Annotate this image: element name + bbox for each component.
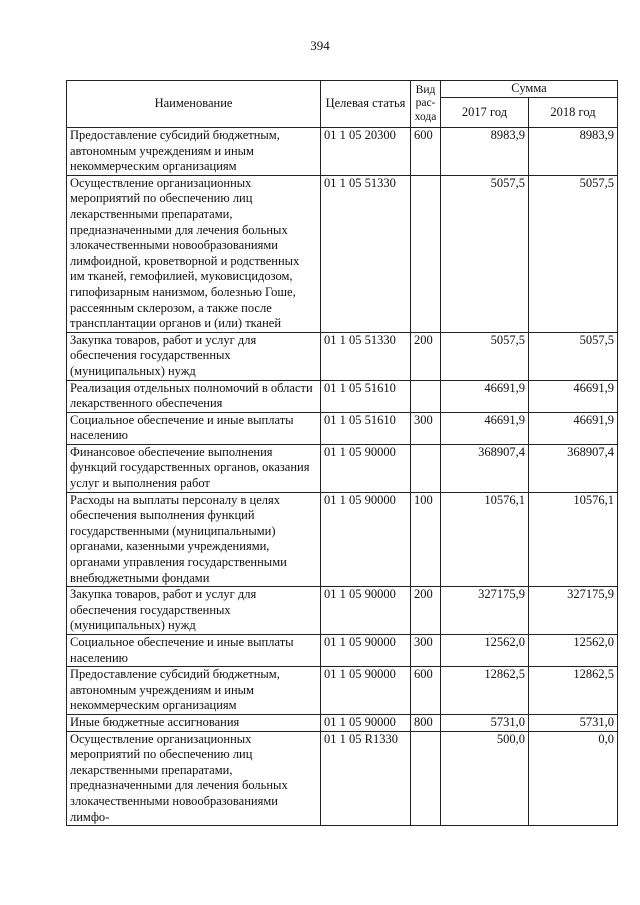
- header-sum: Сумма: [441, 81, 618, 98]
- row-code: 01 1 05 R1330: [321, 731, 411, 826]
- row-sum-2017: 5057,5: [441, 332, 529, 380]
- row-kind: [411, 380, 441, 412]
- header-code: Целевая статья: [321, 81, 411, 128]
- table-row: [67, 175, 618, 332]
- row-code: 01 1 05 51610: [321, 412, 411, 444]
- table-row: [67, 128, 618, 176]
- row-kind: [411, 175, 441, 332]
- row-name: Финансовое обеспечение выполнения функций государственных органов, оказания услуг и выполнения работ: [67, 444, 321, 492]
- row-code: 01 1 05 20300: [321, 128, 411, 176]
- row-kind: [411, 731, 441, 826]
- table-row: [67, 492, 618, 587]
- row-code: 01 1 05 90000: [321, 667, 411, 715]
- table-row: [67, 714, 618, 731]
- row-name: Социальное обеспечение и иные выплаты населению: [67, 412, 321, 444]
- row-sum-2017: 368907,4: [441, 444, 529, 492]
- row-code: 01 1 05 51330: [321, 175, 411, 332]
- header-name: Наименование: [67, 81, 321, 128]
- row-sum-2017: 46691,9: [441, 412, 529, 444]
- row-kind: 200: [411, 332, 441, 380]
- table-row: [67, 587, 618, 635]
- row-name: Расходы на выплаты персоналу в целях обеспечения выполнения функций государственными (муниципальными) органами, казенными учреждениями, органами управления государственными внебюджетными фондами: [67, 492, 321, 587]
- row-sum-2018: 5057,5: [529, 175, 618, 332]
- row-sum-2017: 327175,9: [441, 587, 529, 635]
- row-kind: 600: [411, 667, 441, 715]
- table-row: [67, 412, 618, 444]
- row-sum-2017: 8983,9: [441, 128, 529, 176]
- row-name: Осуществление организационных мероприятий по обеспечению лиц лекарственными препаратами, предназначенными для лечения больных злокачественными новообразованиями лимфоидной, кроветворной и родственных им тканей, гемофилией, муковисцидозом, гипофизарным нанизмом, болезнью Гоше, рассеянным склерозом, а также после трансплантации органов и (или) тканей: [67, 175, 321, 332]
- row-kind: 100: [411, 492, 441, 587]
- table-row: [67, 332, 618, 380]
- row-sum-2018: 327175,9: [529, 587, 618, 635]
- table-row: [67, 444, 618, 492]
- row-sum-2018: 46691,9: [529, 412, 618, 444]
- row-sum-2018: 5731,0: [529, 714, 618, 731]
- row-code: 01 1 05 90000: [321, 444, 411, 492]
- row-name: Закупка товаров, работ и услуг для обеспечения государственных (муниципальных) нужд: [67, 587, 321, 635]
- row-sum-2017: 5731,0: [441, 714, 529, 731]
- row-sum-2018: 0,0: [529, 731, 618, 826]
- row-code: 01 1 05 90000: [321, 635, 411, 667]
- row-code: 01 1 05 51330: [321, 332, 411, 380]
- header-year-2018: 2018 год: [529, 98, 618, 128]
- table-row: [67, 731, 618, 826]
- row-sum-2018: 12562,0: [529, 635, 618, 667]
- row-kind: 300: [411, 412, 441, 444]
- row-sum-2017: 12862,5: [441, 667, 529, 715]
- row-kind: 800: [411, 714, 441, 731]
- row-name: Закупка товаров, работ и услуг для обеспечения государственных (муниципальных) нужд: [67, 332, 321, 380]
- row-code: 01 1 05 90000: [321, 587, 411, 635]
- row-sum-2017: 500,0: [441, 731, 529, 826]
- row-sum-2018: 46691,9: [529, 380, 618, 412]
- row-name: Социальное обеспечение и иные выплаты населению: [67, 635, 321, 667]
- row-name: Иные бюджетные ассигнования: [67, 714, 321, 731]
- row-sum-2018: 10576,1: [529, 492, 618, 587]
- row-sum-2017: 46691,9: [441, 380, 529, 412]
- page-number: 394: [310, 38, 330, 53]
- row-code: 01 1 05 51610: [321, 380, 411, 412]
- row-name: Предоставление субсидий бюджетным, автономным учреждениям и иным некоммерческим организациям: [67, 128, 321, 176]
- row-name: Реализация отдельных полномочий в области лекарственного обеспечения: [67, 380, 321, 412]
- row-code: 01 1 05 90000: [321, 492, 411, 587]
- row-code: 01 1 05 90000: [321, 714, 411, 731]
- row-sum-2017: 5057,5: [441, 175, 529, 332]
- row-name: Предоставление субсидий бюджетным, автономным учреждениям и иным некоммерческим организациям: [67, 667, 321, 715]
- row-sum-2017: 10576,1: [441, 492, 529, 587]
- row-kind: [411, 444, 441, 492]
- budget-table: [66, 80, 618, 826]
- table-row: [67, 380, 618, 412]
- row-name: Осуществление организационных мероприятий по обеспечению лиц лекарственными препаратами, предназначенными для лечения больных злокачественными новообразованиями лимфо-: [67, 731, 321, 826]
- row-sum-2018: 368907,4: [529, 444, 618, 492]
- table-row: [67, 667, 618, 715]
- header-year-2017: 2017 год: [441, 98, 529, 128]
- table-row: [67, 635, 618, 667]
- row-kind: 300: [411, 635, 441, 667]
- row-sum-2018: 8983,9: [529, 128, 618, 176]
- row-sum-2018: 5057,5: [529, 332, 618, 380]
- row-sum-2017: 12562,0: [441, 635, 529, 667]
- row-kind: 600: [411, 128, 441, 176]
- row-sum-2018: 12862,5: [529, 667, 618, 715]
- row-kind: 200: [411, 587, 441, 635]
- header-kind: Вид рас-хода: [411, 81, 441, 128]
